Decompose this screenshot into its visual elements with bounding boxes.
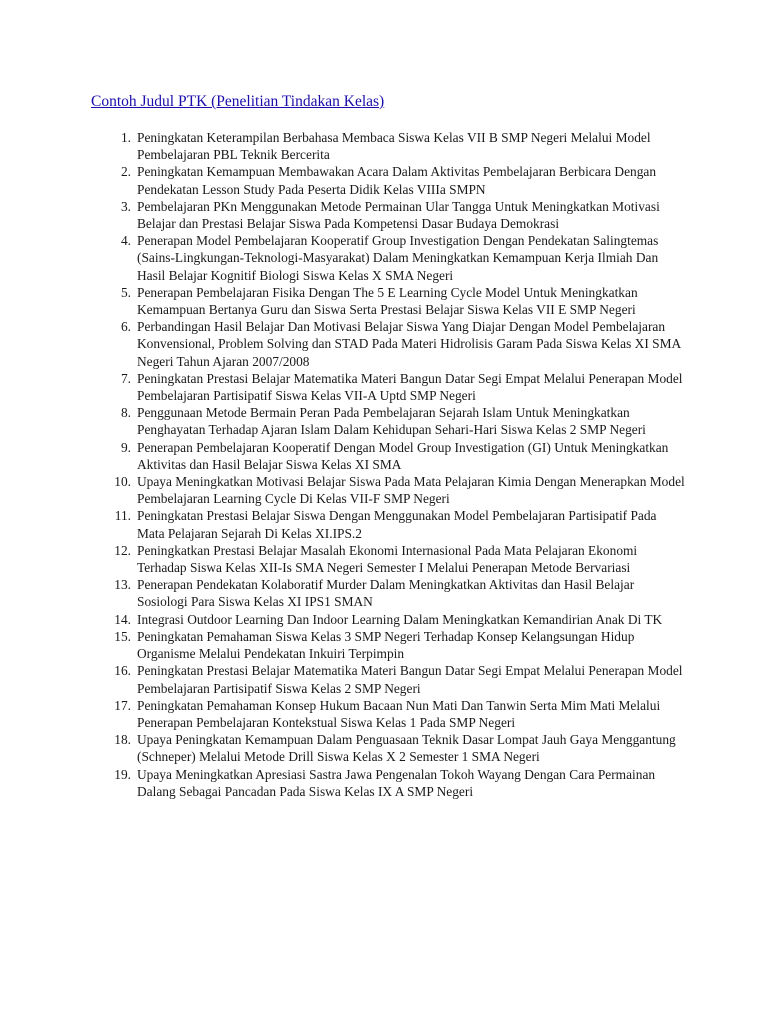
- list-item-text: Integrasi Outdoor Learning Dan Indoor Learning Dalam Meningkatkan Kemandirian Anak Di TK: [137, 611, 663, 627]
- list-item: [114, 611, 685, 628]
- list-item-number: 2.: [120, 164, 131, 180]
- list-item: [120, 232, 685, 284]
- list-item-text: Upaya Peningkatan Kemampuan Dalam Penguasaan Teknik Dasar Lompat Jauh Gaya Menggantung (Schneper) Melalui Metode Drill Siswa Kelas X 2 Semester 1 SMA Negeri: [137, 732, 676, 765]
- list-item-number: 7.: [120, 370, 131, 386]
- document-title-link[interactable]: Contoh Judul PTK (Penelitian Tindakan Kelas): [91, 93, 385, 110]
- list-item-number: 1.: [120, 130, 131, 145]
- list-item-number: 9.: [120, 439, 131, 455]
- list-item-number: 8.: [120, 405, 131, 421]
- list-item: [120, 318, 685, 370]
- list-item: [114, 542, 685, 576]
- list-item-number: 15.: [114, 628, 131, 644]
- list-item: [114, 628, 685, 662]
- list-item-text: Peningkatan Prestasi Belajar Siswa Dengan Menggunakan Model Pembelajaran Partisipatif Pada Mata Pelajaran Sejarah Di Kelas XI.IPS.2: [137, 508, 657, 541]
- list-item-number: 6.: [120, 319, 131, 335]
- ptk-title-list: [114, 129, 685, 800]
- list-item-number: 11.: [114, 508, 131, 524]
- list-item: [120, 198, 685, 232]
- list-item: [114, 766, 685, 800]
- list-item-text: Peningkatkan Prestasi Belajar Masalah Ekonomi Internasional Pada Mata Pelajaran Ekonomi Terhadap Siswa Kelas XII-Is SMA Negeri Semester I Melalui Penerapan Metode Bervariasi: [137, 542, 638, 576]
- list-item: [114, 731, 685, 765]
- list-item-text: Pembelajaran PKn Menggunakan Metode Permainan Ular Tangga Untuk Meningkatkan Motivasi Belajar dan Prestasi Belajar Siswa Pada Kompetensi Dasar Budaya Demokrasi: [137, 198, 660, 232]
- list-item: [114, 507, 685, 541]
- list-item-text: Penerapan Pembelajaran Kooperatif Dengan Model Group Investigation (GI) Untuk Meningkatkan Aktivitas dan Hasil Belajar Siswa Kelas XI SMA: [137, 439, 669, 472]
- list-item: [120, 370, 685, 404]
- list-item: [120, 163, 685, 197]
- list-item-number: 19.: [114, 766, 131, 782]
- list-item-text: Penggunaan Metode Bermain Peran Pada Pembelajaran Sejarah Islam Untuk Meningkatkan Penghayatan Terhadap Ajaran Islam Dalam Kehidupan Sehari-Hari Siswa Kelas 2 SMP Negeri: [137, 405, 646, 438]
- list-item: [114, 576, 685, 610]
- list-item-text: Peningkatan Pemahaman Konsep Hukum Bacaan Nun Mati Dan Tanwin Serta Mim Mati Melalui Penerapan Pembelajaran Kontekstual Siswa Kelas 1 Pada SMP Negeri: [137, 697, 661, 730]
- list-item-number: 16.: [114, 663, 131, 679]
- list-item-text: Upaya Meningkatkan Motivasi Belajar Siswa Pada Mata Pelajaran Kimia Dengan Menerapkan Model Pembelajaran Learning Cycle Di Kelas VII-F SMP Negeri: [137, 474, 685, 507]
- list-item-text: Penerapan Model Pembelajaran Kooperatif Group Investigation Dengan Pendekatan Salingtemas (Sains-Lingkungan-Teknologi-Masyarakat) Dalam Meningkatkan Kemampuan Kerja Ilmiah Dan Hasil Belajar Kognitif Biologi Siswa Kelas X SMA Negeri: [137, 233, 659, 283]
- list-item-text: Penerapan Pendekatan Kolaboratif Murder Dalam Meningkatkan Aktivitas dan Hasil Belajar Sosiologi Para Siswa Kelas XI IPS1 SMAN: [137, 577, 635, 610]
- list-item-number: 18.: [114, 732, 131, 748]
- list-item-number: 5.: [120, 284, 131, 300]
- list-item-text: Peningkatan Pemahaman Siswa Kelas 3 SMP Negeri Terhadap Konsep Kelangsungan Hidup Organisme Melalui Pendekatan Inkuiri Terpimpin: [137, 628, 635, 662]
- list-item: [120, 404, 685, 438]
- list-item-number: 10.: [114, 474, 131, 490]
- list-item-text: Peningkatan Kemampuan Membawakan Acara Dalam Aktivitas Pembelajaran Berbicara Dengan Pendekatan Lesson Study Pada Peserta Didik Kelas VIIIa SMPN: [137, 164, 657, 197]
- list-item-text: Perbandingan Hasil Belajar Dan Motivasi Belajar Siswa Yang Diajar Dengan Model Pembelajaran Konvensional, Problem Solving dan STAD Pada Materi Hidrolisis Garam Pada Siswa Kelas XI SMA Negeri Tahun Ajaran 2007/2008: [137, 319, 681, 369]
- list-item: [120, 439, 685, 473]
- list-item-number: 4.: [120, 233, 131, 249]
- list-item-text: Peningkatan Prestasi Belajar Matematika Materi Bangun Datar Segi Empat Melalui Penerapan Model Pembelajaran Partisipatif Siswa Kelas 2 SMP Negeri: [137, 663, 683, 696]
- list-item-text: Peningkatan Keterampilan Berbahasa Membaca Siswa Kelas VII B SMP Negeri Melalui Model Pembelajaran PBL Teknik Bercerita: [137, 130, 651, 163]
- list-item-text: Upaya Meningkatkan Apresiasi Sastra Jawa Pengenalan Tokoh Wayang Dengan Cara Permainan Dalang Sebagai Pancadan Pada Siswa Kelas IX A SMP Negeri: [137, 766, 656, 799]
- list-item-number: 17.: [114, 697, 131, 713]
- list-item-text: Peningkatan Prestasi Belajar Matematika Materi Bangun Datar Segi Empat Melalui Penerapan Model Pembelajaran Partisipatif Siswa Kelas VII-A Uptd SMP Negeri: [137, 370, 683, 404]
- list-item: [114, 697, 685, 731]
- list-item: [120, 284, 685, 318]
- list-item-text: Penerapan Pembelajaran Fisika Dengan The 5 E Learning Cycle Model Untuk Meningkatkan Kemampuan Bertanya Guru dan Siswa Serta Prestasi Belajar Siswa Kelas VII E SMP Negeri: [137, 284, 638, 318]
- list-item-number: 14.: [114, 611, 131, 627]
- list-item: [114, 473, 685, 507]
- list-item-number: 3.: [120, 198, 131, 214]
- list-item-number: 13.: [114, 577, 131, 593]
- list-item: [120, 129, 685, 163]
- list-item-number: 12.: [114, 542, 131, 558]
- list-item: [114, 662, 685, 696]
